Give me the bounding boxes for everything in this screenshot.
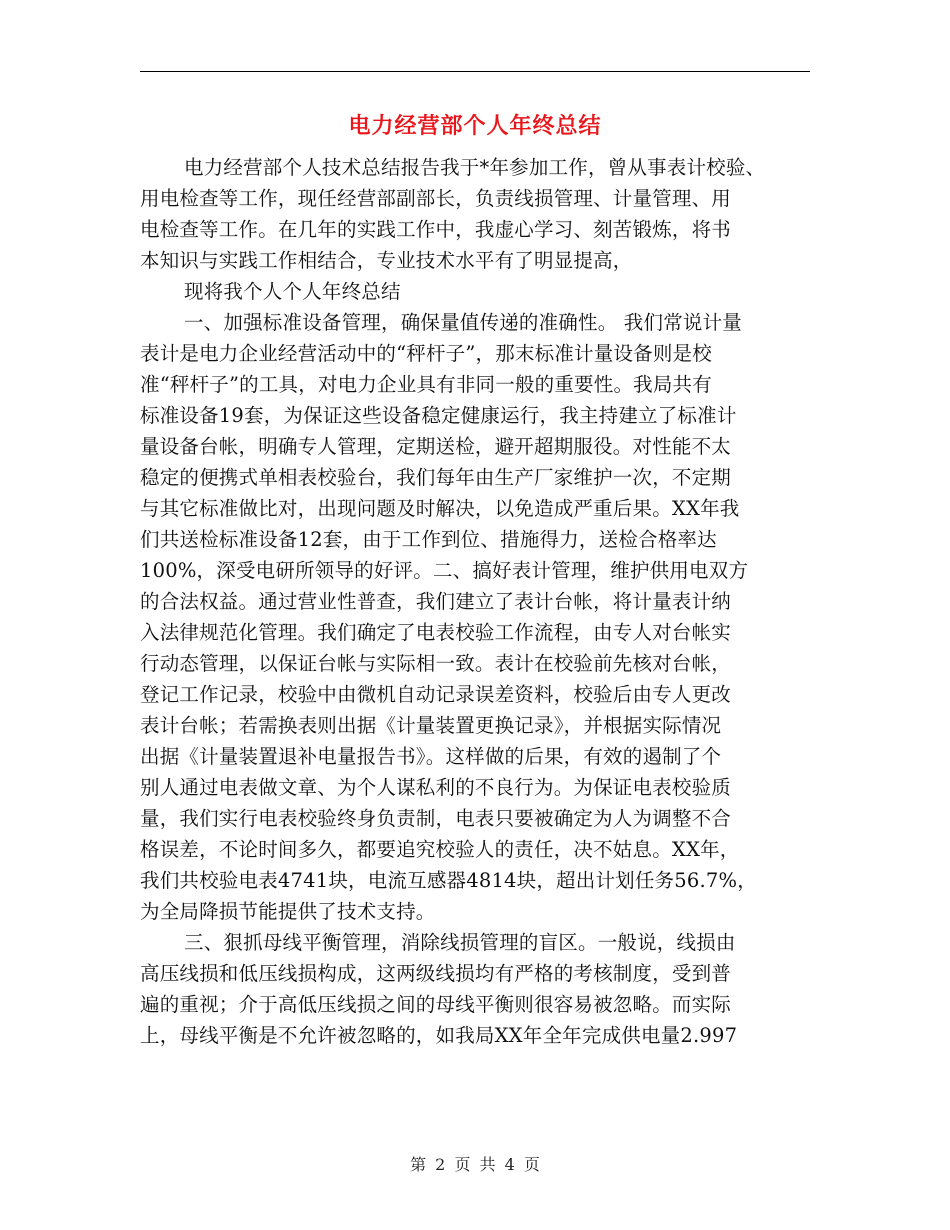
body-line: 行动态管理，以保证台帐与实际相一致。表计在校验前先核对台帐， bbox=[140, 652, 732, 675]
body-line: 格误差，不论时间多久，都要追究校验人的责任，决不姑息。XX年， bbox=[140, 838, 740, 861]
body-line: 的合法权益。通过营业性普查，我们建立了表计台帐，将计量表计纳 bbox=[140, 590, 732, 613]
body-line: 标准设备19套，为保证这些设备稳定健康运行，我主持建立了标准计 bbox=[140, 404, 737, 427]
body-line: 遍的重视；介于高低压线损之间的母线平衡则很容易被忽略。而实际 bbox=[140, 993, 732, 1016]
body-line: 量设备台帐，明确专人管理，定期送检，避开超期服役。对性能不太 bbox=[140, 435, 732, 458]
body-line: 100%，深受电研所领导的好评。二、搞好表计管理，维护供用电双方 bbox=[140, 559, 749, 582]
body-line: 入法律规范化管理。我们确定了电表校验工作流程，由专人对台帐实 bbox=[140, 621, 732, 644]
body-line: 稳定的便携式单相表校验台，我们每年由生产厂家维护一次，不定期 bbox=[140, 466, 732, 489]
body-line: 高压线损和低压线损构成，这两级线损均有严格的考核制度，受到普 bbox=[140, 962, 732, 985]
body-line: 本知识与实践工作相结合，专业技术水平有了明显提高， bbox=[140, 249, 633, 272]
body-line: 登记工作记录，校验中由微机自动记录误差资料，校验后由专人更改 bbox=[140, 683, 732, 706]
body-line: 们共送检标准设备12套，由于工作到位、措施得力，送检合格率达 bbox=[140, 528, 717, 551]
body-line: 为全局降损节能提供了技术支持。 bbox=[140, 900, 436, 923]
body-line: 准“秤杆子”的工具，对电力企业具有非同一般的重要性。我局共有 bbox=[140, 373, 712, 396]
body-line: 电检查等工作。在几年的实践工作中，我虚心学习、刻苦锻炼，将书 bbox=[140, 218, 732, 241]
body-line: 表计台帐；若需换表则出据《计量装置更换记录》，并根据实际情况 bbox=[140, 714, 722, 737]
body-line: 与其它标准做比对，出现问题及时解决，以免造成严重后果。XX年我 bbox=[140, 497, 740, 520]
body-line: 现将我个人个人年终总结 bbox=[184, 280, 401, 303]
body-line: 电力经营部个人技术总结报告我于*年参加工作，曾从事表计校验、 bbox=[184, 156, 766, 179]
body-line: 出据《计量装置退补电量报告书》。这样做的后果，有效的遏制了个 bbox=[140, 745, 722, 768]
body-line: 上，母线平衡是不允许被忽略的，如我局XX年全年完成供电量2.997 bbox=[140, 1024, 738, 1047]
body-line: 量，我们实行电表校验终身负责制，电表只要被确定为人为调整不合 bbox=[140, 807, 732, 830]
page-footer: 第 2 页 共 4 页 bbox=[410, 1155, 540, 1174]
body-line: 一、加强标准设备管理，确保量值传递的准确性。 我们常说计量 bbox=[184, 311, 742, 334]
body-line: 我们共校验电表4741块，电流互感器4814块，超出计划任务56.7%， bbox=[140, 869, 757, 892]
document-title: 电力经营部个人年终总结 bbox=[348, 113, 602, 139]
document-body bbox=[140, 152, 830, 1051]
header-rule bbox=[140, 71, 810, 72]
body-line: 别人通过电表做文章、为个人谋私利的不良行为。为保证电表校验质 bbox=[140, 776, 732, 799]
body-line: 表计是电力企业经营活动中的“秤杆子”，那末标准计量设备则是校 bbox=[140, 342, 712, 365]
body-line: 用电检查等工作，现任经营部副部长，负责线损管理、计量管理、用 bbox=[140, 187, 732, 210]
body-line: 三、狠抓母线平衡管理，消除线损管理的盲区。一般说，线损由 bbox=[184, 931, 736, 954]
